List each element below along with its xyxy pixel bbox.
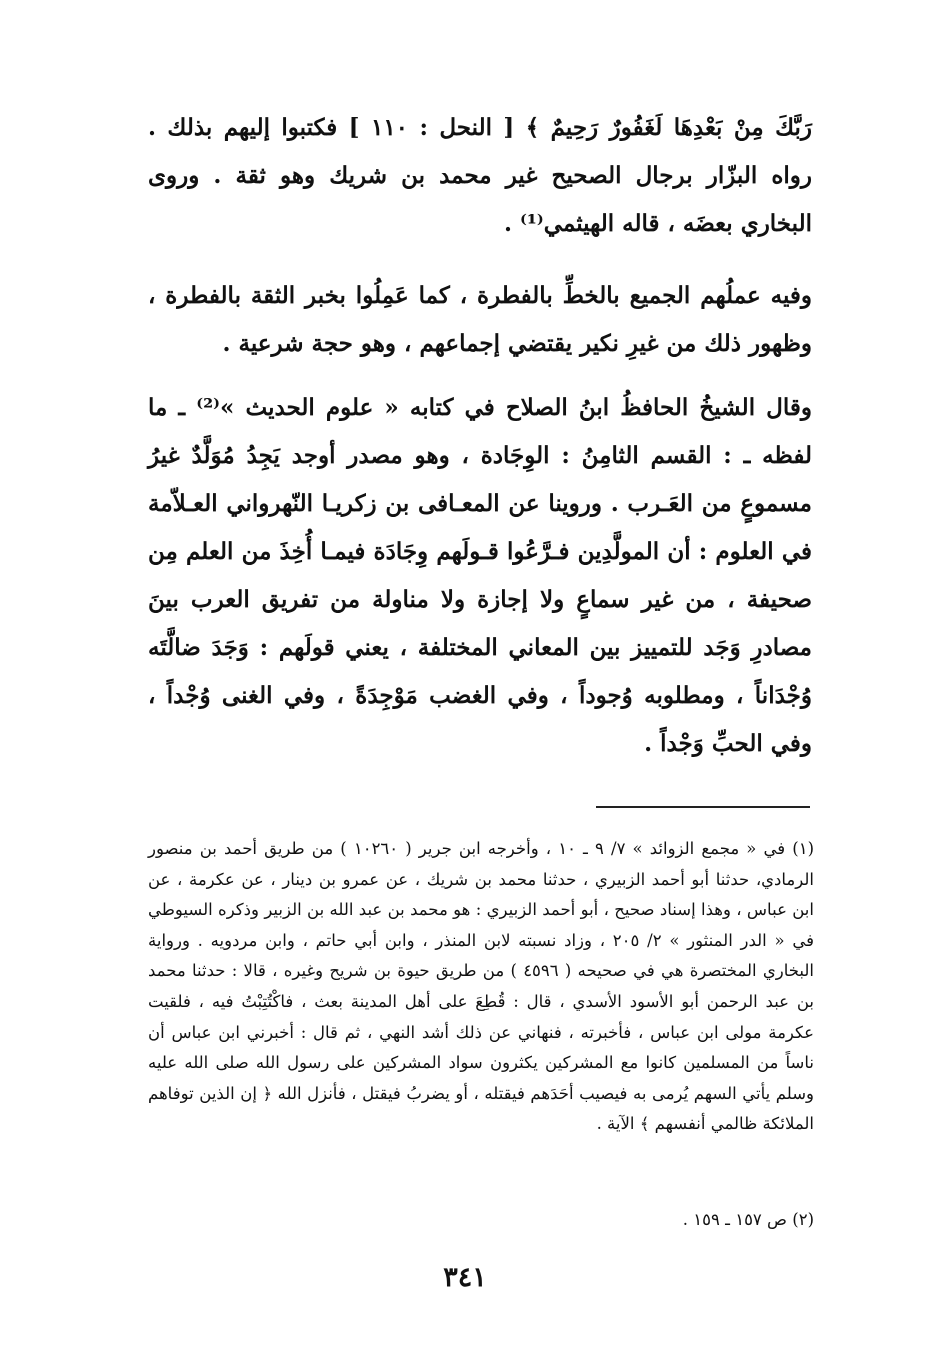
paragraph-hadith-end: رَبَّكَ مِنْ بَعْدِهَا لَغَفُورٌ رَحِيمٌ ﴾ [ النحل : ١١٠ ] فكتبوا إليهم بذلك . رواه البزّار برجال الصحيح غير محمد بن شريك وهو ثقة . وروى البخاري بعضَه ، قاله الهيثمي⁽¹⁾ . bbox=[148, 114, 813, 237]
footnote-1: (١) في « مجمع الزوائد » ٧/ ٩ ـ ١٠ ، وأخرجه ابن جرير ( ١٠٢٦٠ ) من طريق أحمد بن منصور الرمادي، حدثنا أبو أحمد الزبيري ، حدثنا محمد بن شريك ، عن عمرو بن دينار ، عن عكرمة ، عن ابن عباس ، وهذا إسناد صحيح ، أبو أحمد الزبيري : هو محمد بن عبد الله بن الزبير وذكره السيوطي في « الدر المنثور » ٢/ ٢٠٥ ، وزاد نسبته لابن المنذر ، وابن أبي حاتم ، وابن مردويه . ورواية البخاري المختصرة هي في صحيحه ( ٤٥٩٦ ) من طريق حيوة بن شريح وغيره ، قالا : حدثنا محمد بن عبد الرحمن أبو الأسود الأسدي ، قال : قُطِعَ على أهل المدينة بعث ، فاكْتُتِبْتُ فيه ، فلقيت عكرمة مولى ابن عباس ، فأخبرته ، فنهاني عن ذلك أشد النهي ، ثم قال : أخبرني ابن عباس أن ناساً من المسلمين كانوا مع المشركين يكثرون سواد المشركين على رسول الله صلى الله عليه وسلم يأتي السهم يُرمى به فيصيب أحَدَهم فيقتله ، أو يضربُ فيقتل ، فأنزل الله ﴿ إن الذين توفاهم الملائكة ظالمي أنفسهم ﴾ الآية . bbox=[148, 839, 815, 1134]
footnote-2: (٢) ص ١٥٧ ـ ١٥٩ . bbox=[682, 1210, 814, 1229]
page-number: ٣٤١ bbox=[443, 1262, 487, 1293]
paragraph-consensus: وفيه عملُهم الجميع بالخطِّ بالفطرة ، كما عَمِلُوا بخبر الثقة بالفطرة ، وظهور ذلك من غيرِ نكير يقتضي إجماعهم ، وهو حجة شرعية . bbox=[148, 282, 812, 357]
footnote-divider bbox=[596, 806, 810, 808]
paragraph-ibn-salah-wijada: وقال الشيخُ الحافظُ ابنُ الصلاح في كتابه « علوم الحديث »⁽²⁾ ـ ما لفظه ـ : القسم الثامِنُ : الوِجَادة ، وهو مصدر أوجد يَجِدُ مُوَلَّدٌ غيرُ مسموعٍ من العَـرب . وروينا عن المعـافى بن زكريـا النّهرواني العـلاّمة في العلوم : أن المولَّدِين فـرَّعُوا قـولَهم وِجَادَة فيمـا أُخِذَ من العلم مِن صحيفة ، من غير سماعٍ ولا إجازة ولا مناولة من تفريق العرب بينَ مصادرِ وَجَد للتمييز بين المعاني المختلفة ، يعني قولَهم : وَجَدَ ضالَّتَه وُجْدَاناً ، ومطلوبه وُجوداً ، وفي الغضب مَوْجِدَةً ، وفي الغنى وُجْداً ، وفي الحبِّ وَجْداً . bbox=[148, 394, 812, 757]
